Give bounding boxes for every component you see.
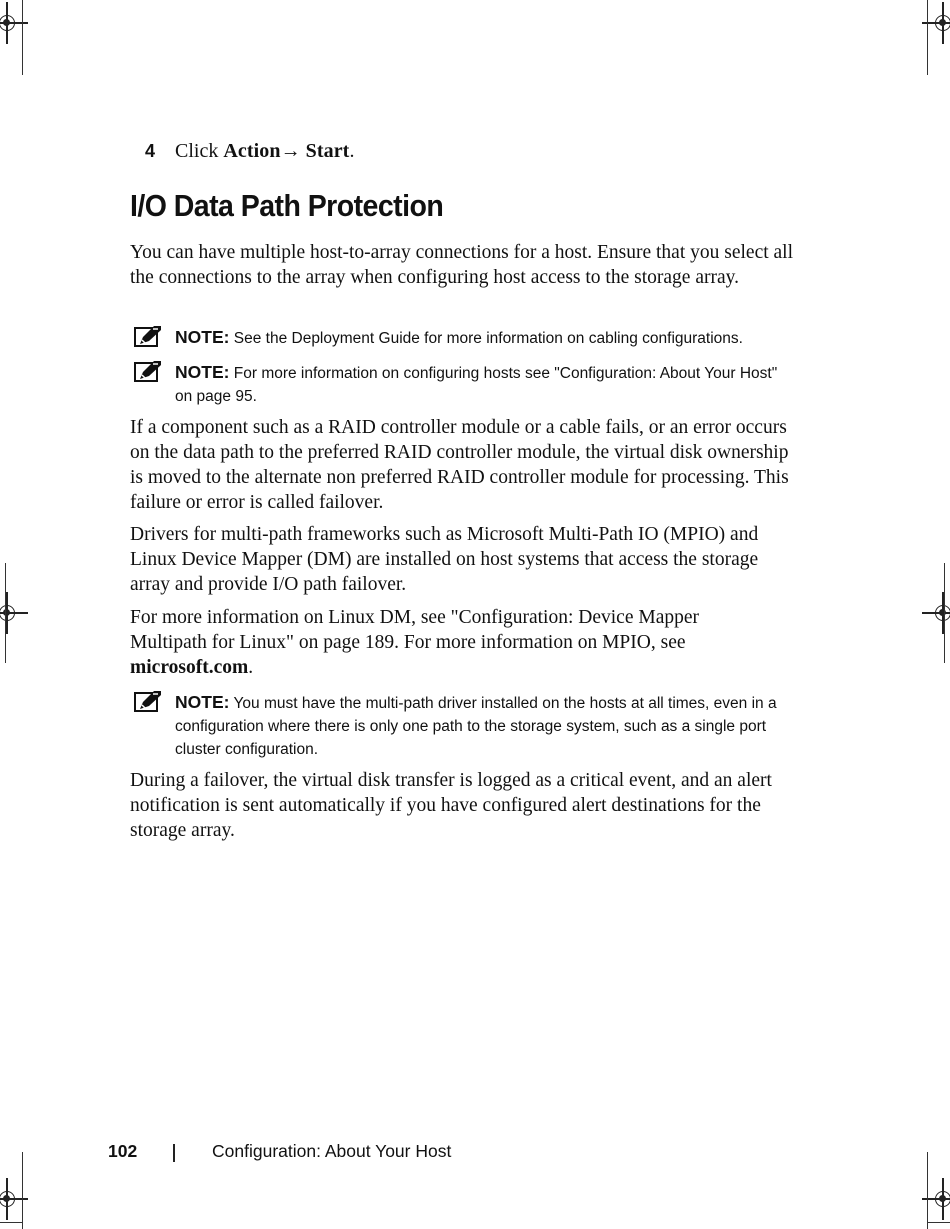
registration-mark-icon <box>0 1188 18 1210</box>
registration-mark-icon <box>0 602 18 624</box>
registration-mark-icon <box>932 602 950 624</box>
crop-line <box>927 0 928 75</box>
microsoft-link[interactable]: microsoft.com <box>130 657 249 678</box>
paragraph-more-info <box>130 605 770 680</box>
paragraph-drivers: Drivers for multi-path frameworks such as Microsoft Multi-Path IO (MPIO) and Linux Device Mapper (DM) are installed on host systems that access the storage array and provide I/O path failover. <box>130 524 759 595</box>
step-prefix: Click <box>175 140 224 162</box>
crop-line <box>928 1222 950 1223</box>
paragraph-failover: If a component such as a RAID controller module or a cable fails, or an error occurs on the data path to the preferred RAID controller module, the virtual disk ownership is moved to the alternate non preferred RAID controller module for processing. This failure or error is called failover. <box>130 417 789 513</box>
pencil-note-icon <box>134 326 162 348</box>
note-label: NOTE: <box>175 692 230 712</box>
paragraph-connections: You can have multiple host-to-array connections for a host. Ensure that you select all the connections to the array when configuring host access to the storage array. <box>130 242 794 288</box>
pencil-note-icon <box>134 361 162 383</box>
footer-section-title: Configuration: About Your Host <box>212 1141 452 1161</box>
registration-mark-icon <box>932 12 950 34</box>
note-label: NOTE: <box>175 362 230 382</box>
registration-mark-icon <box>0 12 18 34</box>
pencil-note-icon <box>134 691 162 713</box>
paragraph-failover-logging: During a failover, the virtual disk transfer is logged as a critical event, and an alert notification is sent automatically if you have configured alert destinations for the storage array. <box>130 770 772 841</box>
page-number: 102 <box>108 1141 138 1161</box>
crop-line <box>5 563 6 663</box>
registration-mark-icon <box>932 1188 950 1210</box>
crop-line <box>944 563 945 663</box>
crop-line <box>22 0 23 75</box>
section-heading: I/O Data Path Protection <box>130 188 444 223</box>
step-action: Action <box>223 140 281 162</box>
step-number: 4 <box>145 141 156 161</box>
more-info-text: For more information on Linux DM, see "Configuration: Device Mapper Multipath for Linux" on page 189. For more information on MPIO, see <box>130 607 700 653</box>
note-text: For more information on configuring hosts see "Configuration: About Your Host" on page 95. <box>175 365 778 405</box>
note-cabling <box>130 326 810 350</box>
note-host-config <box>130 361 790 408</box>
crop-line <box>22 1152 23 1229</box>
more-info-end: . <box>248 657 254 678</box>
footer-divider <box>173 1144 175 1162</box>
step-arrow: → <box>280 140 306 162</box>
note-text: You must have the multi-path driver installed on the hosts at all times, even in a configuration where there is only one path to the storage system, such as a single port cluster configuration. <box>175 695 777 758</box>
note-multipath-driver <box>130 691 795 761</box>
crop-line <box>927 1152 928 1229</box>
crop-line <box>0 1222 22 1223</box>
note-label: NOTE: <box>175 327 230 347</box>
step-suffix: . <box>349 140 355 162</box>
note-text: See the Deployment Guide for more information on cabling configurations. <box>229 330 743 347</box>
procedure-step <box>145 140 354 163</box>
step-target: Start <box>305 140 350 162</box>
